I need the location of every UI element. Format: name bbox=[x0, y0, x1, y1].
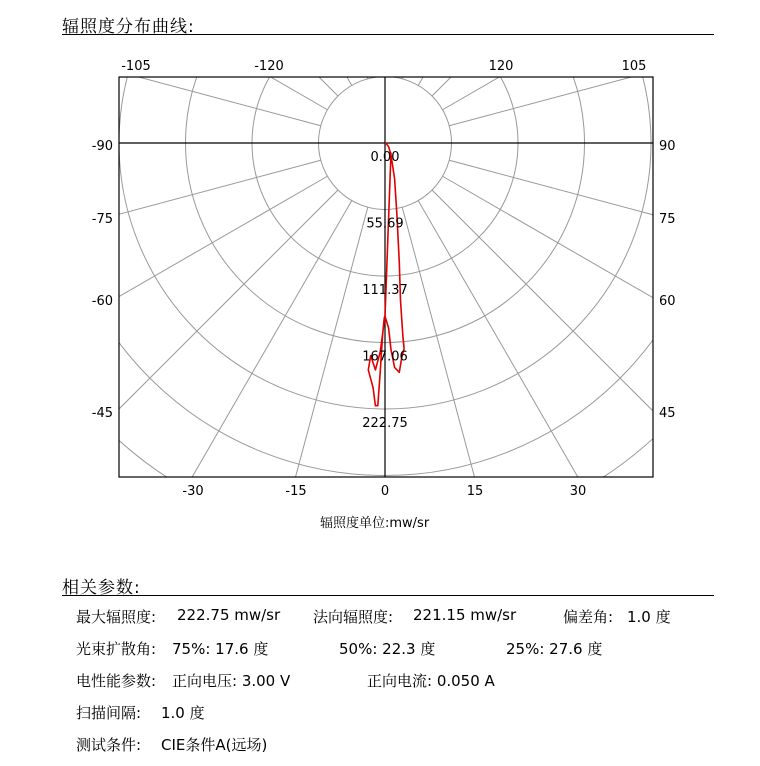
beam-angle-25: 25%: 27.6 度 bbox=[506, 640, 603, 658]
left-tick-label: -75 bbox=[91, 212, 113, 227]
right-tick-label: 45 bbox=[659, 406, 676, 421]
chart-section-title: 辐照度分布曲线: bbox=[62, 17, 195, 37]
beam-angle-50: 50%: 22.3 度 bbox=[339, 640, 436, 658]
params-section-title: 相关参数: bbox=[62, 578, 141, 598]
beam-angle-label: 光束扩散角: bbox=[76, 640, 157, 658]
normal-irradiance-value: 221.15 mw/sr bbox=[413, 606, 517, 624]
radial-value-label: 111.37 bbox=[362, 283, 408, 298]
irradiance-unit-label: 辐照度单位:mw/sr bbox=[320, 516, 430, 531]
left-tick-label: -60 bbox=[91, 294, 113, 309]
bottom-tick-label: 15 bbox=[466, 484, 484, 499]
beam-angle-75: 75%: 17.6 度 bbox=[172, 640, 269, 658]
top-tick-label: 105 bbox=[621, 59, 647, 74]
bottom-tick-label: 0 bbox=[380, 484, 390, 499]
params-section-divider bbox=[62, 595, 714, 596]
normal-irradiance-label: 法向辐照度: bbox=[313, 608, 394, 626]
test-condition-value: CIE条件A(远场) bbox=[161, 736, 268, 754]
deviation-angle-label: 偏差角: bbox=[563, 608, 614, 626]
right-tick-label: 90 bbox=[659, 139, 676, 154]
grid-spoke bbox=[418, 0, 760, 85]
grid-spoke bbox=[0, 0, 352, 85]
bottom-tick-label: 30 bbox=[569, 484, 587, 499]
top-tick-label: -120 bbox=[254, 59, 284, 74]
left-tick-label: -90 bbox=[91, 139, 113, 154]
radial-value-label: 167.06 bbox=[362, 349, 408, 365]
left-tick-label: -45 bbox=[91, 406, 113, 421]
radial-value-label: 55.69 bbox=[366, 216, 404, 232]
bottom-tick-label: -15 bbox=[285, 484, 307, 499]
top-tick-label: 120 bbox=[488, 59, 514, 74]
scan-interval-label: 扫描间隔: bbox=[76, 704, 142, 722]
radial-value-label: 0.00 bbox=[370, 150, 400, 165]
max-irradiance-label: 最大辐照度: bbox=[76, 608, 157, 626]
max-irradiance-value: 222.75 mw/sr bbox=[177, 606, 281, 624]
forward-voltage: 正向电压: 3.00 V bbox=[172, 672, 291, 690]
bottom-tick-label: -30 bbox=[182, 484, 204, 499]
test-condition-label: 测试条件: bbox=[76, 736, 142, 754]
radial-value-label: 222.75 bbox=[362, 416, 408, 431]
top-tick-label: -105 bbox=[121, 59, 151, 74]
scan-interval-value: 1.0 度 bbox=[161, 704, 205, 722]
forward-current: 正向电流: 0.050 A bbox=[367, 672, 495, 690]
electrical-label: 电性能参数: bbox=[76, 672, 157, 690]
deviation-angle-value: 1.0 度 bbox=[627, 608, 671, 626]
right-tick-label: 60 bbox=[659, 294, 676, 309]
right-tick-label: 75 bbox=[659, 212, 676, 227]
